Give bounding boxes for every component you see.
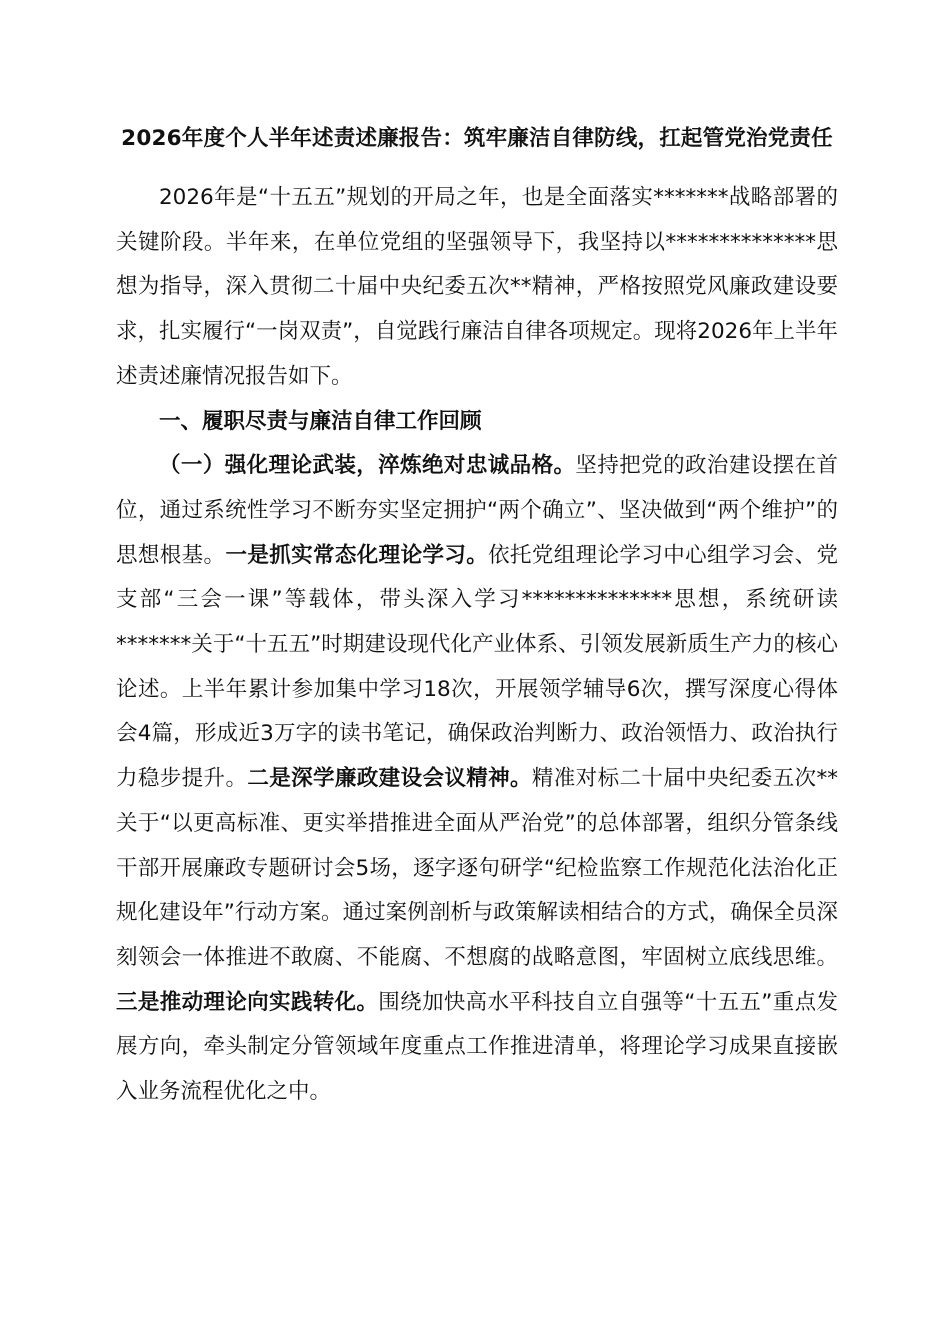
subsection-text: 坚持把党的政治建设摆在首位，通过系统性学习不断夯实坚定拥护“两个确立”、坚决做到“两个维护”的思想根基。 — [116, 453, 838, 568]
point-two-title: 二是深学廉政建设会议精神。 — [247, 766, 532, 792]
point-three-title: 三是推动理论向实践转化。 — [116, 989, 379, 1015]
point-one-title: 一是抓实常态化理论学习。 — [225, 542, 489, 568]
section-heading: 一、履职尽责与廉洁自律工作回顾 — [159, 408, 482, 434]
document-body — [116, 176, 838, 1115]
point-two-text: 精准对标二十届中央纪委五次**关于“以更高标准、更实举措推进全面从严治党”的总体部署，组织分管条线干部开展廉政专题研讨会5场，逐字逐句研学“纪检监察工作规范化法治化正规化建设年”行动方案。通过案例剖析与政策解读相结合的方式，确保全员深刻领会一体推进不敢腐、不能腐、不想腐的战略意图，牢固树立底线思维。 — [116, 766, 838, 970]
point-one-text: 依托党组理论学习中心组学习会、党支部“三会一课”等载体，带头深入学习**************思想，系统研读*******关于“十五五”时期建设现代化产业体系、引领发展新质生产力的核心论述。上半年累计参加集中学习18次，开展领学辅导6次，撰写深度心得体会4篇，形成近3万字的读书笔记，确保政治判断力、政治领悟力、政治执行力稳步提升。 — [116, 542, 838, 792]
subsection-title: （一）强化理论武装，淬炼绝对忠诚品格。 — [159, 453, 576, 479]
point-three-text: 围绕加快高水平科技自立自强等“十五五”重点发展方向，牵头制定分管领域年度重点工作推进清单，将理论学习成果直接嵌入业务流程优化之中。 — [116, 989, 838, 1105]
subsection-paragraph — [116, 444, 838, 1115]
intro-paragraph: 2026年是“十五五”规划的开局之年，也是全面落实*******战略部署的关键阶段。半年来，在单位党组的坚强领导下，我坚持以**************思想为指导，深入贯彻二十届中央纪委五次**精神，严格按照党风廉政建设要求，扎实履行“一岗双责”，自觉践行廉洁自律各项规定。现将2026年上半年述责述廉情况报告如下。 — [116, 185, 838, 389]
document-page — [116, 118, 838, 1115]
document-title: 2026年度个人半年述责述廉报告：筑牢廉洁自律防线，扛起管党治党责任 — [121, 126, 833, 151]
